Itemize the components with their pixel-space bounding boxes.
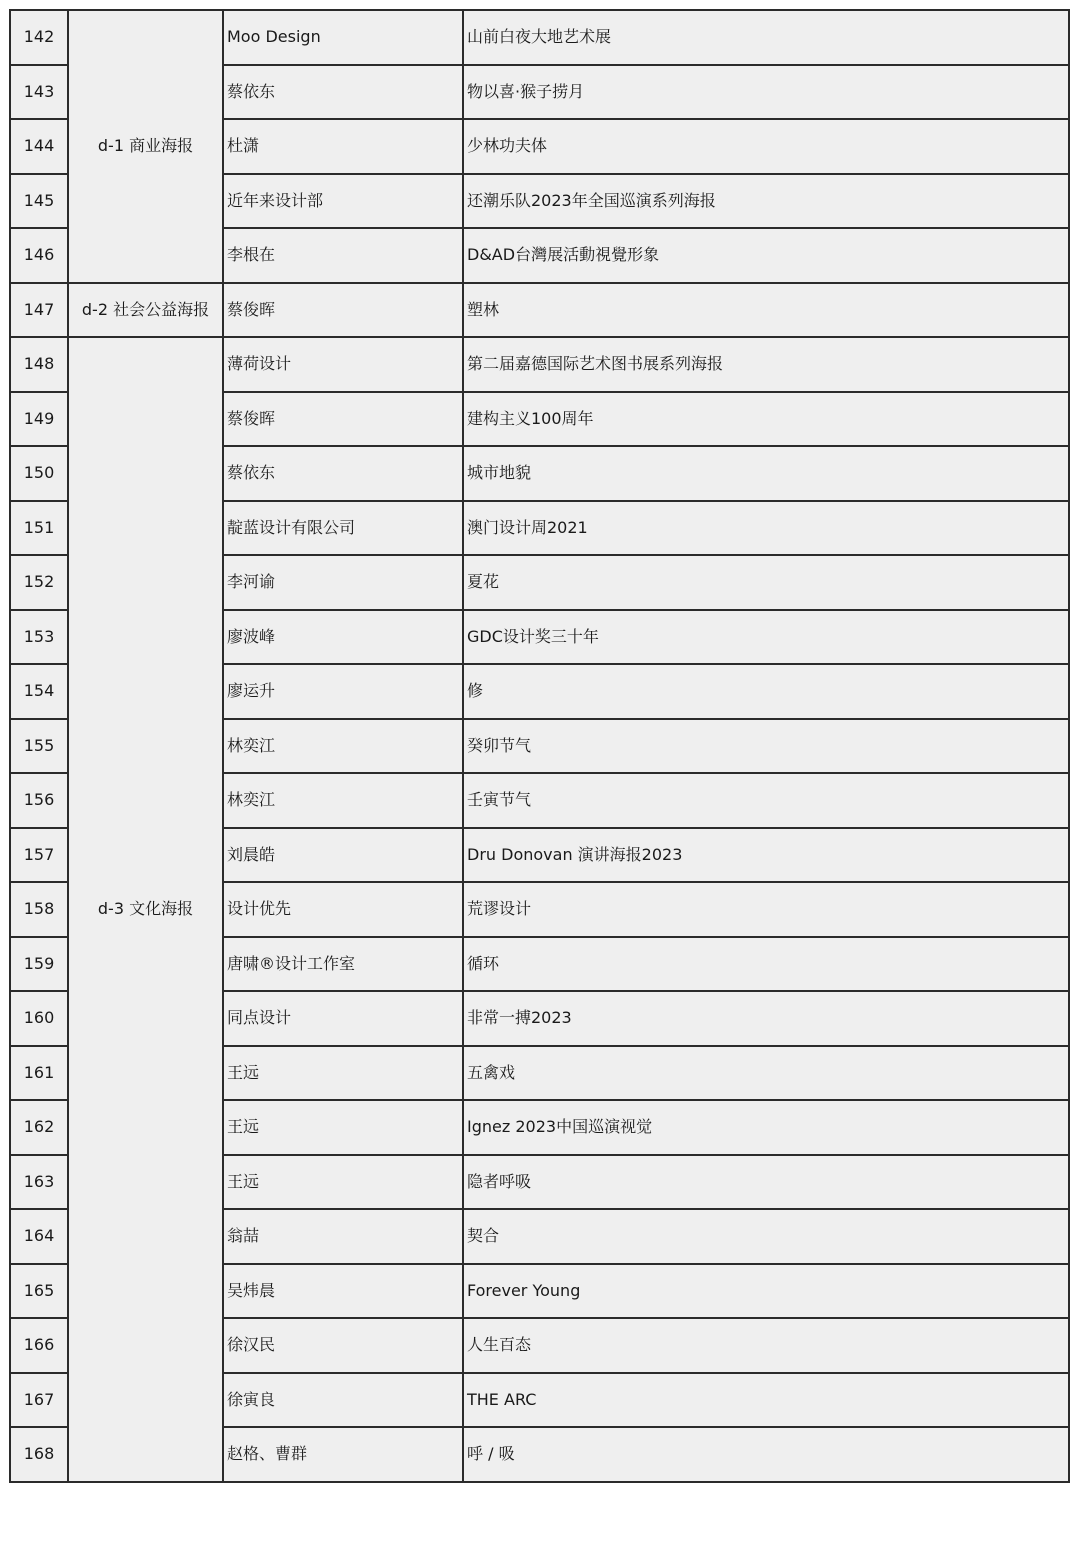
work-title-cell: 壬寅节气 <box>463 773 1069 828</box>
work-title-cell: 契合 <box>463 1209 1069 1264</box>
table-body <box>10 10 1069 1482</box>
category-cell: d-3 文化海报 <box>68 337 223 1482</box>
entry-number: 163 <box>10 1155 68 1210</box>
entry-number: 159 <box>10 937 68 992</box>
work-title-cell: 隐者呼吸 <box>463 1155 1069 1210</box>
entry-number: 144 <box>10 119 68 174</box>
work-title-cell: 循环 <box>463 937 1069 992</box>
entry-number: 161 <box>10 1046 68 1101</box>
author-cell: 徐汉民 <box>223 1318 463 1373</box>
entry-number: 164 <box>10 1209 68 1264</box>
author-cell: 唐啸®设计工作室 <box>223 937 463 992</box>
entry-number: 153 <box>10 610 68 665</box>
author-cell: 林奕江 <box>223 773 463 828</box>
work-title-cell: 五禽戏 <box>463 1046 1069 1101</box>
work-title-cell: 塑林 <box>463 283 1069 338</box>
award-list-table <box>9 9 1070 1483</box>
work-title-cell: Forever Young <box>463 1264 1069 1319</box>
author-cell: 蔡依东 <box>223 446 463 501</box>
work-title-cell: 癸卯节气 <box>463 719 1069 774</box>
author-cell: 廖运升 <box>223 664 463 719</box>
entry-number: 147 <box>10 283 68 338</box>
author-cell: 近年来设计部 <box>223 174 463 229</box>
author-cell: 同点设计 <box>223 991 463 1046</box>
author-cell: 翁喆 <box>223 1209 463 1264</box>
entry-number: 152 <box>10 555 68 610</box>
author-cell: 薄荷设计 <box>223 337 463 392</box>
work-title-cell: THE ARC <box>463 1373 1069 1428</box>
table-row <box>10 283 1069 338</box>
author-cell: 设计优先 <box>223 882 463 937</box>
work-title-cell: 少林功夫体 <box>463 119 1069 174</box>
work-title-cell: 物以喜·猴子捞月 <box>463 65 1069 120</box>
entry-number: 165 <box>10 1264 68 1319</box>
work-title-cell: 还潮乐队2023年全国巡演系列海报 <box>463 174 1069 229</box>
author-cell: 蔡俊晖 <box>223 392 463 447</box>
work-title-cell: GDC设计奖三十年 <box>463 610 1069 665</box>
work-title-cell: D&AD台灣展活動視覺形象 <box>463 228 1069 283</box>
author-cell: 靛蓝设计有限公司 <box>223 501 463 556</box>
work-title-cell: 荒谬设计 <box>463 882 1069 937</box>
work-title-cell: Ignez 2023中国巡演视觉 <box>463 1100 1069 1155</box>
entry-number: 142 <box>10 10 68 65</box>
entry-number: 146 <box>10 228 68 283</box>
entry-number: 160 <box>10 991 68 1046</box>
entry-number: 143 <box>10 65 68 120</box>
work-title-cell: 人生百态 <box>463 1318 1069 1373</box>
author-cell: 李根在 <box>223 228 463 283</box>
author-cell: 廖波峰 <box>223 610 463 665</box>
author-cell: 刘晨皓 <box>223 828 463 883</box>
work-title-cell: 呼 / 吸 <box>463 1427 1069 1482</box>
author-cell: 杜潇 <box>223 119 463 174</box>
work-title-cell: 城市地貌 <box>463 446 1069 501</box>
entry-number: 167 <box>10 1373 68 1428</box>
entry-number: 156 <box>10 773 68 828</box>
entry-number: 148 <box>10 337 68 392</box>
author-cell: 徐寅良 <box>223 1373 463 1428</box>
work-title-cell: 山前白夜大地艺术展 <box>463 10 1069 65</box>
category-cell: d-1 商业海报 <box>68 10 223 283</box>
entry-number: 151 <box>10 501 68 556</box>
work-title-cell: 澳门设计周2021 <box>463 501 1069 556</box>
work-title-cell: 建构主义100周年 <box>463 392 1069 447</box>
entry-number: 158 <box>10 882 68 937</box>
author-cell: 李河谕 <box>223 555 463 610</box>
table-row <box>10 10 1069 65</box>
author-cell: 王远 <box>223 1046 463 1101</box>
work-title-cell: 第二届嘉德国际艺术图书展系列海报 <box>463 337 1069 392</box>
entry-number: 166 <box>10 1318 68 1373</box>
work-title-cell: 修 <box>463 664 1069 719</box>
category-cell: d-2 社会公益海报 <box>68 283 223 338</box>
entry-number: 157 <box>10 828 68 883</box>
entry-number: 162 <box>10 1100 68 1155</box>
author-cell: 王远 <box>223 1155 463 1210</box>
work-title-cell: 夏花 <box>463 555 1069 610</box>
author-cell: 赵格、曹群 <box>223 1427 463 1482</box>
author-cell: 王远 <box>223 1100 463 1155</box>
entry-number: 145 <box>10 174 68 229</box>
author-cell: 蔡依东 <box>223 65 463 120</box>
author-cell: Moo Design <box>223 10 463 65</box>
entries-table <box>9 9 1070 1483</box>
entry-number: 154 <box>10 664 68 719</box>
author-cell: 蔡俊晖 <box>223 283 463 338</box>
entry-number: 155 <box>10 719 68 774</box>
work-title-cell: Dru Donovan 演讲海报2023 <box>463 828 1069 883</box>
entry-number: 149 <box>10 392 68 447</box>
entry-number: 168 <box>10 1427 68 1482</box>
entry-number: 150 <box>10 446 68 501</box>
author-cell: 吴炜晨 <box>223 1264 463 1319</box>
work-title-cell: 非常一搏2023 <box>463 991 1069 1046</box>
author-cell: 林奕江 <box>223 719 463 774</box>
table-row <box>10 337 1069 392</box>
